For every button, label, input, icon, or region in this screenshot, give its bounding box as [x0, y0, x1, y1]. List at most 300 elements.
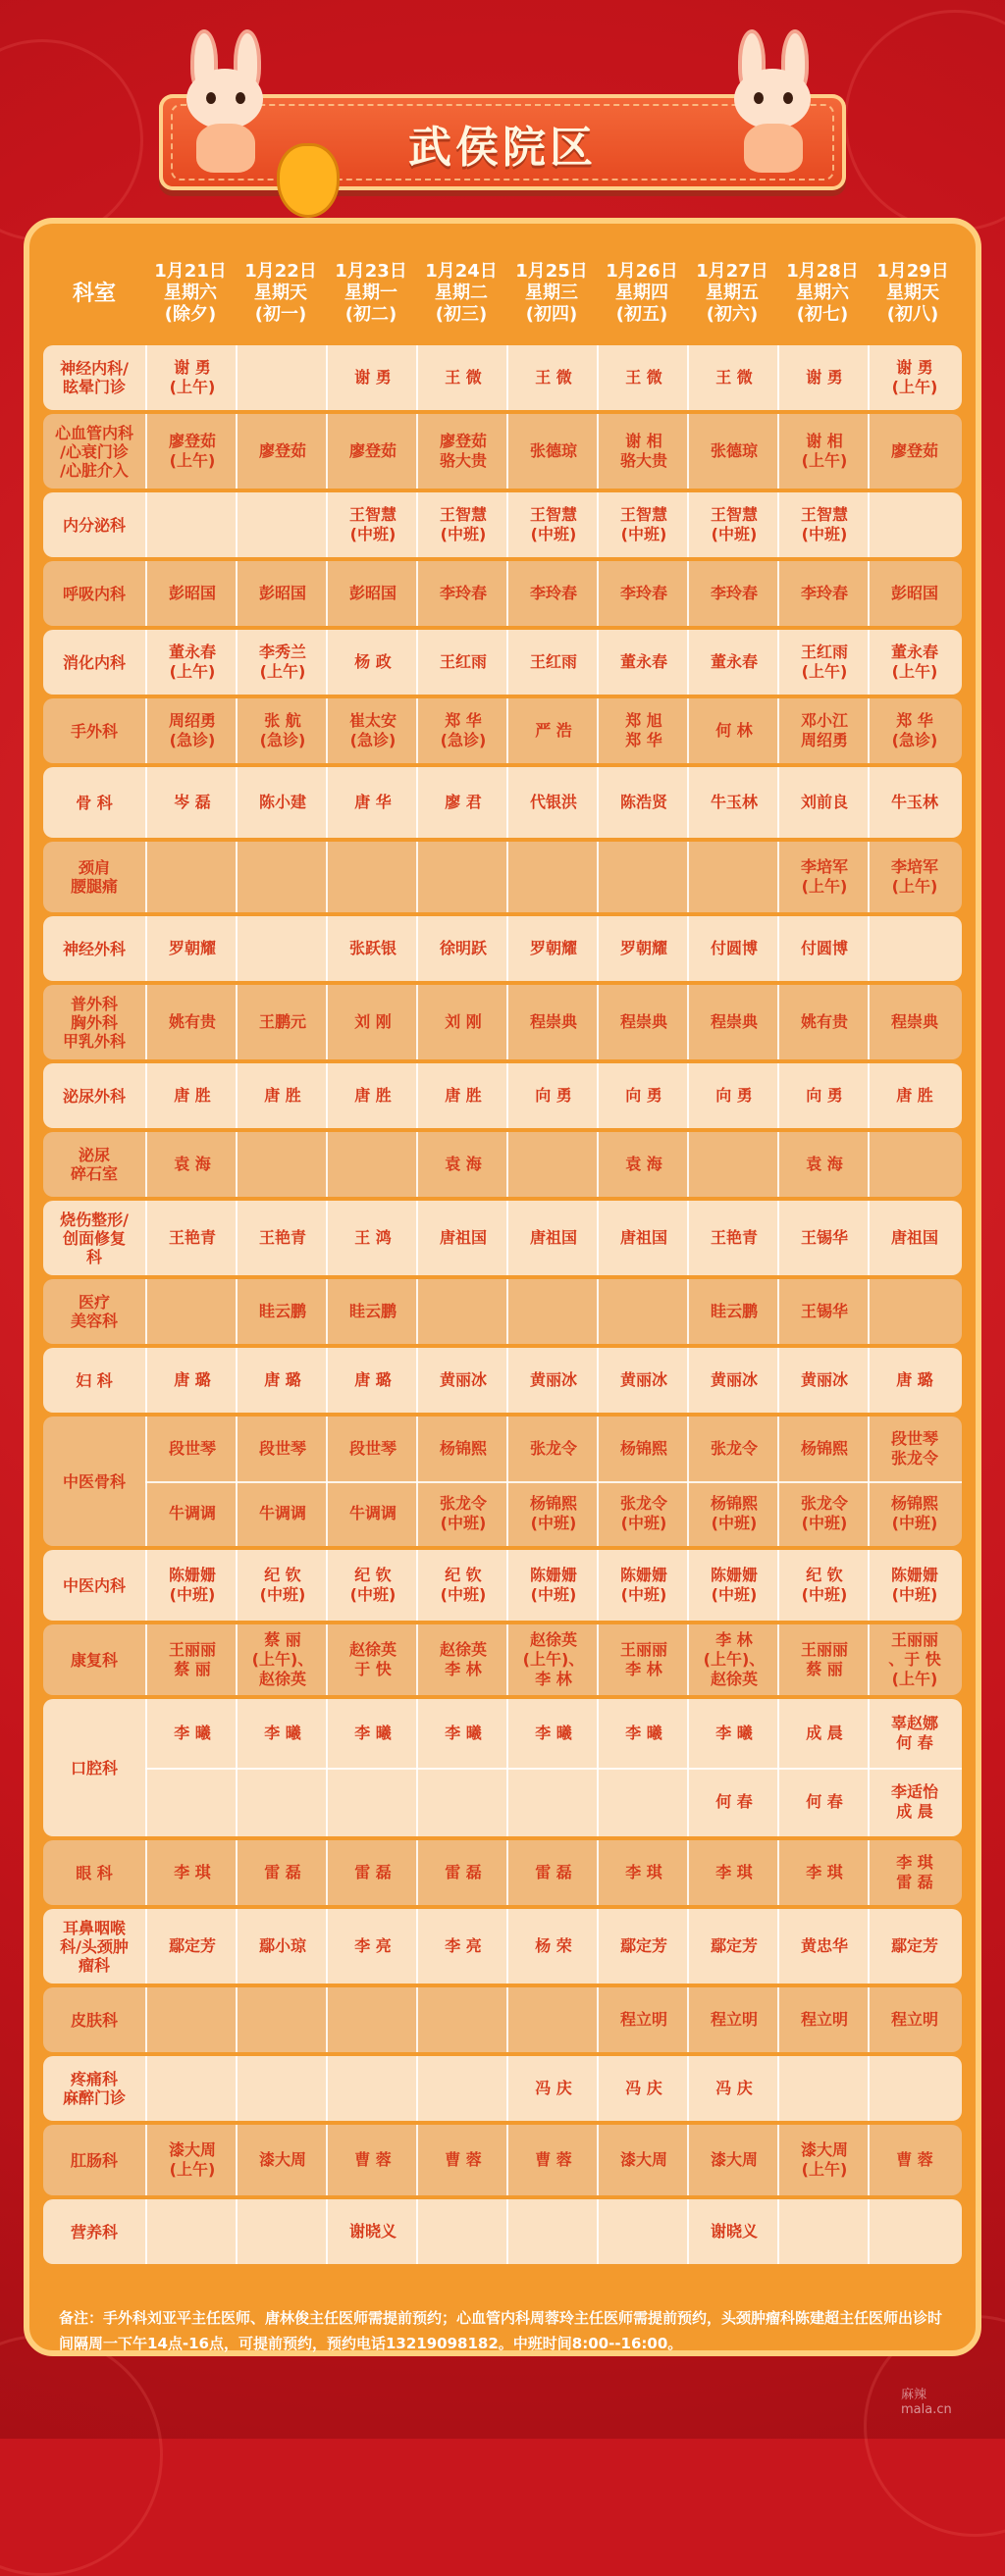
schedule-cell — [145, 2056, 238, 2121]
header-day-note: (除夕) — [164, 304, 217, 325]
header-day-note: (初八) — [886, 304, 939, 325]
schedule-cell: 李 曦 — [416, 1699, 508, 1768]
header-day-9 — [868, 251, 958, 347]
table-row — [43, 414, 962, 489]
schedule-cell: 李 琪 — [597, 1840, 689, 1905]
schedule-cell: 李玲春 — [687, 561, 779, 626]
schedule-cell: 王丽丽 蔡 丽 — [777, 1624, 870, 1695]
schedule-cell: 刘 刚 — [416, 985, 508, 1059]
table-row — [43, 767, 962, 838]
schedule-cell: 王 鸿 — [326, 1201, 418, 1275]
schedule-cell: 段世琴 — [145, 1417, 238, 1481]
header-day-note: (初四) — [525, 304, 578, 325]
schedule-cell: 袁 海 — [777, 1132, 870, 1197]
schedule-cell: 唐祖国 — [597, 1201, 689, 1275]
schedule-cell: 李秀兰 (上午) — [236, 630, 328, 695]
dept-name: 泌尿外科 — [62, 1086, 126, 1106]
schedule-cell: 岑 磊 — [145, 767, 238, 838]
header-day-weekday: 星期六 — [796, 283, 849, 303]
schedule-cell: 王丽丽 蔡 丽 — [145, 1624, 238, 1695]
header-day-date: 1月29日 — [876, 261, 949, 282]
schedule-cell: 李 琪 雷 磊 — [868, 1840, 960, 1905]
schedule-cell — [868, 916, 960, 981]
dept-name: 神经外科 — [62, 939, 126, 958]
schedule-cell: 王锡华 — [777, 1279, 870, 1344]
schedule-cell: 彭昭国 — [236, 561, 328, 626]
schedule-cell: 廖登茹 — [236, 414, 328, 489]
schedule-cell: 唐祖国 — [868, 1201, 960, 1275]
schedule-cell — [236, 842, 328, 912]
schedule-cell: 鄢定芳 — [868, 1909, 960, 1984]
schedule-cell: 张龙令 — [687, 1417, 779, 1481]
rabbit-illustration-right — [716, 29, 824, 177]
schedule-cell: 段世琴 — [326, 1417, 418, 1481]
background-swirl — [844, 10, 1005, 232]
schedule-cell — [597, 2199, 689, 2264]
schedule-cell: 程崇典 — [506, 985, 599, 1059]
schedule-cell: 李 曦 — [597, 1699, 689, 1768]
schedule-cell: 姚有贵 — [145, 985, 238, 1059]
schedule-cell: 陈姗姗 (中班) — [868, 1550, 960, 1621]
dept-name: 耳鼻咽喉 科/头颈肿 瘤科 — [60, 1918, 129, 1975]
dept-name: 医疗 美容科 — [70, 1293, 118, 1330]
schedule-cell — [597, 1279, 689, 1344]
schedule-cell: 曹 蓉 — [416, 2125, 508, 2195]
schedule-cell: 王智慧 (中班) — [326, 492, 418, 557]
schedule-cell: 雷 磊 — [506, 1840, 599, 1905]
schedule-cell: 李培军 (上午) — [777, 842, 870, 912]
schedule-cell: 程立明 — [868, 1987, 960, 2052]
schedule-cell: 董永春 (上午) — [145, 630, 238, 695]
schedule-cell — [416, 842, 508, 912]
schedule-cell: 冯 庆 — [687, 2056, 779, 2121]
schedule-cell — [236, 345, 328, 410]
schedule-cell: 李 曦 — [687, 1699, 779, 1768]
schedule-cell: 谢晓义 — [326, 2199, 418, 2264]
schedule-cell: 袁 海 — [145, 1132, 238, 1197]
schedule-cell: 袁 海 — [416, 1132, 508, 1197]
schedule-cell: 唐 璐 — [326, 1348, 418, 1413]
schedule-cell: 曹 蓉 — [326, 2125, 418, 2195]
table-row — [43, 1624, 962, 1695]
schedule-cell — [326, 842, 418, 912]
schedule-cell: 曹 蓉 — [506, 2125, 599, 2195]
table-row — [43, 1132, 962, 1197]
table-row — [43, 2125, 962, 2195]
schedule-cell: 王 微 — [687, 345, 779, 410]
header-day-note: (初二) — [344, 304, 397, 325]
schedule-cell: 王智慧 (中班) — [687, 492, 779, 557]
background-swirl — [0, 2335, 163, 2576]
schedule-cell: 杨锦熙 (中班) — [868, 1481, 960, 1546]
schedule-cell: 王丽丽 、于 快 (上午) — [868, 1624, 960, 1695]
schedule-cell — [506, 1279, 599, 1344]
schedule-cell: 陈姗姗 (中班) — [597, 1550, 689, 1621]
dept-name: 骨 科 — [76, 793, 113, 812]
header-day-date: 1月26日 — [606, 261, 678, 282]
schedule-cell: 王智慧 (中班) — [777, 492, 870, 557]
schedule-cell: 鄢定芳 — [597, 1909, 689, 1984]
schedule-cell: 李玲春 — [416, 561, 508, 626]
schedule-cell: 张龙令 (中班) — [777, 1481, 870, 1546]
schedule-cell — [868, 1279, 960, 1344]
schedule-cell: 蔡 丽 (上午)、 赵徐英 — [236, 1624, 328, 1695]
schedule-cell: 王艳青 — [687, 1201, 779, 1275]
dept-name: 疼痛科 麻醉门诊 — [62, 2070, 126, 2107]
schedule-cell: 袁 海 — [597, 1132, 689, 1197]
dept-name: 颈肩 腰腿痛 — [70, 858, 118, 896]
table-row — [43, 916, 962, 981]
schedule-cell: 唐 璐 — [868, 1348, 960, 1413]
schedule-cell: 鄢小琼 — [236, 1909, 328, 1984]
schedule-cell: 张 航 (急诊) — [236, 698, 328, 763]
table-row — [43, 1987, 962, 2052]
schedule-cell: 黄丽冰 — [416, 1348, 508, 1413]
schedule-cell: 刘 刚 — [326, 985, 418, 1059]
footnote: 备注：手外科刘亚平主任医师、唐林俊主任医师需提前预约；心血管内科周蓉玲主任医师需提前预约，头颈肿瘤科陈建超主任医师出诊时间隔周一下午14点-16点，可提前预约，预约电话13219098182。中班时间8:00--16:00。 — [59, 2309, 943, 2352]
schedule-cell: 刘前良 — [777, 767, 870, 838]
schedule-cell: 唐 胜 — [236, 1063, 328, 1128]
schedule-cell — [145, 842, 238, 912]
schedule-cell: 张德琼 — [687, 414, 779, 489]
table-row — [43, 1417, 962, 1546]
schedule-cell: 姚有贵 — [777, 985, 870, 1059]
schedule-cell: 王红雨 (上午) — [777, 630, 870, 695]
schedule-cell: 王 微 — [597, 345, 689, 410]
schedule-cell: 辜赵娜 何 春 — [868, 1699, 960, 1768]
schedule-cell: 唐 胜 — [326, 1063, 418, 1128]
header-day-note: (初六) — [706, 304, 759, 325]
schedule-cell — [597, 1768, 689, 1836]
schedule-cell — [506, 842, 599, 912]
header-day-2 — [236, 251, 326, 347]
header-day-note: (初三) — [435, 304, 488, 325]
schedule-cell: 漆大周 — [687, 2125, 779, 2195]
schedule-cell: 牛玉林 — [868, 767, 960, 838]
schedule-cell: 杨 政 — [326, 630, 418, 695]
schedule-cell: 廖登茹 骆大贵 — [416, 414, 508, 489]
schedule-cell: 向 勇 — [687, 1063, 779, 1128]
schedule-cell: 鄢定芳 — [145, 1909, 238, 1984]
schedule-cell: 李 琪 — [687, 1840, 779, 1905]
schedule-cell: 冯 庆 — [506, 2056, 599, 2121]
schedule-cell: 漆大周 — [597, 2125, 689, 2195]
header-day-date: 1月23日 — [335, 261, 407, 282]
schedule-cell: 王鹏元 — [236, 985, 328, 1059]
schedule-cell: 王艳青 — [236, 1201, 328, 1275]
header-day-weekday: 星期四 — [615, 283, 668, 303]
schedule-cell — [236, 916, 328, 981]
schedule-cell: 张跃银 — [326, 916, 418, 981]
schedule-cell: 谢晓义 — [687, 2199, 779, 2264]
schedule-cell: 王丽丽 李 林 — [597, 1624, 689, 1695]
schedule-cell: 李 琪 — [777, 1840, 870, 1905]
schedule-cell — [777, 2199, 870, 2264]
schedule-cell — [236, 1987, 328, 2052]
header-day-6 — [597, 251, 687, 347]
schedule-cell: 程立明 — [687, 1987, 779, 2052]
schedule-cell — [777, 2056, 870, 2121]
schedule-cell — [416, 1987, 508, 2052]
schedule-cell: 何 林 — [687, 698, 779, 763]
schedule-cell: 鄢定芳 — [687, 1909, 779, 1984]
page-title: 武侯院区 — [408, 123, 597, 173]
header-day-3 — [326, 251, 416, 347]
schedule-cell: 罗朝耀 — [145, 916, 238, 981]
schedule-cell — [236, 2056, 328, 2121]
dept-name: 消化内科 — [62, 652, 126, 672]
schedule-cell: 程崇典 — [597, 985, 689, 1059]
dept-name: 中医内科 — [62, 1575, 126, 1595]
schedule-cell: 张龙令 (中班) — [416, 1481, 508, 1546]
schedule-cell: 李 曦 — [326, 1699, 418, 1768]
table-row — [43, 1063, 962, 1128]
schedule-cell: 严 浩 — [506, 698, 599, 763]
dept-name: 中医骨科 — [62, 1471, 126, 1491]
schedule-cell: 何 春 — [777, 1768, 870, 1836]
schedule-cell: 杨锦熙 — [416, 1417, 508, 1481]
schedule-cell: 谢 勇 — [326, 345, 418, 410]
schedule-cell: 董永春 (上午) — [868, 630, 960, 695]
schedule-cell — [597, 842, 689, 912]
schedule-cell: 张德琼 — [506, 414, 599, 489]
schedule-cell: 雷 磊 — [236, 1840, 328, 1905]
schedule-cell: 谢 勇 (上午) — [868, 345, 960, 410]
schedule-cell: 漆大周 — [236, 2125, 328, 2195]
schedule-cell: 廖 君 — [416, 767, 508, 838]
header-day-1 — [145, 251, 236, 347]
schedule-cell — [326, 2056, 418, 2121]
schedule-cell: 杨锦熙 (中班) — [687, 1481, 779, 1546]
schedule-cell: 雷 磊 — [326, 1840, 418, 1905]
schedule-cell: 李 曦 — [236, 1699, 328, 1768]
dept-name: 内分泌科 — [62, 515, 126, 535]
schedule-cell — [506, 1987, 599, 2052]
schedule-cell — [416, 2056, 508, 2121]
table-row — [43, 1840, 962, 1905]
schedule-cell: 雷 磊 — [416, 1840, 508, 1905]
schedule-cell: 向 勇 — [777, 1063, 870, 1128]
row-divider — [145, 1768, 962, 1770]
schedule-cell — [145, 1279, 238, 1344]
header-day-note: (初五) — [615, 304, 668, 325]
schedule-cell: 郑 华 (急诊) — [416, 698, 508, 763]
schedule-cell: 徐明跃 — [416, 916, 508, 981]
schedule-cell: 李 亮 — [416, 1909, 508, 1984]
schedule-cell: 向 勇 — [506, 1063, 599, 1128]
header-day-weekday: 星期三 — [525, 283, 578, 303]
header-day-4 — [416, 251, 506, 347]
schedule-cell: 牛调调 — [326, 1481, 418, 1546]
schedule-cell: 纪 钦 (中班) — [326, 1550, 418, 1621]
schedule-cell: 陈姗姗 (中班) — [506, 1550, 599, 1621]
schedule-cell: 黄丽冰 — [777, 1348, 870, 1413]
table-row — [43, 985, 962, 1059]
schedule-cell — [326, 1768, 418, 1836]
schedule-cell: 彭昭国 — [326, 561, 418, 626]
dept-name: 手外科 — [70, 721, 118, 741]
schedule-cell: 李玲春 — [506, 561, 599, 626]
dept-name: 泌尿 碎石室 — [70, 1146, 118, 1183]
schedule-cell: 谢 勇 (上午) — [145, 345, 238, 410]
dept-name: 烧伤整形/ 创面修复 科 — [60, 1210, 129, 1266]
schedule-cell — [145, 1768, 238, 1836]
schedule-cell: 唐祖国 — [416, 1201, 508, 1275]
header-day-7 — [687, 251, 777, 347]
schedule-cell: 陈姗姗 (中班) — [687, 1550, 779, 1621]
schedule-cell: 董永春 — [597, 630, 689, 695]
schedule-cell: 眭云鹏 — [326, 1279, 418, 1344]
schedule-cell: 张龙令 — [506, 1417, 599, 1481]
table-row — [43, 1201, 962, 1275]
table-row — [43, 698, 962, 763]
schedule-cell: 李玲春 — [777, 561, 870, 626]
schedule-cell: 王红雨 — [416, 630, 508, 695]
schedule-cell: 郑 旭 郑 华 — [597, 698, 689, 763]
schedule-cell: 陈姗姗 (中班) — [145, 1550, 238, 1621]
schedule-cell: 廖登茹 — [326, 414, 418, 489]
header-day-date: 1月27日 — [696, 261, 768, 282]
schedule-cell: 赵徐英 于 快 — [326, 1624, 418, 1695]
dept-name: 妇 科 — [76, 1370, 113, 1390]
schedule-cell: 代银洪 — [506, 767, 599, 838]
schedule-cell: 崔太安 (急诊) — [326, 698, 418, 763]
header-day-weekday: 星期天 — [254, 283, 307, 303]
schedule-cell — [145, 2199, 238, 2264]
schedule-cell: 罗朝耀 — [597, 916, 689, 981]
schedule-cell: 纪 钦 (中班) — [416, 1550, 508, 1621]
schedule-cell — [236, 1132, 328, 1197]
row-divider — [145, 1481, 962, 1483]
table-row — [43, 345, 962, 410]
schedule-cell — [236, 2199, 328, 2264]
schedule-cell: 唐祖国 — [506, 1201, 599, 1275]
dept-name: 眼 科 — [76, 1863, 113, 1882]
schedule-cell: 谢 勇 — [777, 345, 870, 410]
header-day-weekday: 星期二 — [435, 283, 488, 303]
schedule-cell: 冯 庆 — [597, 2056, 689, 2121]
schedule-cell: 牛调调 — [236, 1481, 328, 1546]
schedule-cell — [326, 1132, 418, 1197]
table-row — [43, 842, 962, 912]
schedule-cell: 李适怡 成 晨 — [868, 1768, 960, 1836]
schedule-cell: 唐 胜 — [416, 1063, 508, 1128]
schedule-cell: 付圆博 — [687, 916, 779, 981]
table-row — [43, 1550, 962, 1621]
schedule-cell — [326, 1987, 418, 2052]
schedule-cell: 李 曦 — [145, 1699, 238, 1768]
schedule-cell: 李培军 (上午) — [868, 842, 960, 912]
schedule-cell: 王锡华 — [777, 1201, 870, 1275]
schedule-cell — [506, 2199, 599, 2264]
schedule-cell — [506, 1768, 599, 1836]
schedule-cell: 李玲春 — [597, 561, 689, 626]
header-day-note: (初七) — [796, 304, 849, 325]
schedule-cell — [687, 1132, 779, 1197]
dept-name: 神经内科/ 眩晕门诊 — [60, 359, 129, 396]
schedule-cell — [416, 2199, 508, 2264]
dept-name: 口腔科 — [70, 1758, 118, 1777]
schedule-cell: 纪 钦 (中班) — [777, 1550, 870, 1621]
schedule-cell: 王艳青 — [145, 1201, 238, 1275]
schedule-cell: 罗朝耀 — [506, 916, 599, 981]
schedule-cell: 张龙令 (中班) — [597, 1481, 689, 1546]
table-row — [43, 2056, 962, 2121]
schedule-cell: 彭昭国 — [868, 561, 960, 626]
schedule-cell: 眭云鹏 — [236, 1279, 328, 1344]
schedule-cell: 廖登茹 (上午) — [145, 414, 238, 489]
dept-name: 康复科 — [70, 1650, 118, 1670]
schedule-cell: 何 春 — [687, 1768, 779, 1836]
schedule-cell: 谢 相 (上午) — [777, 414, 870, 489]
header-day-8 — [777, 251, 868, 347]
table-row — [43, 2199, 962, 2264]
background-swirl — [0, 39, 143, 241]
schedule-cell: 杨 荣 — [506, 1909, 599, 1984]
schedule-cell: 牛玉林 — [687, 767, 779, 838]
schedule-cell: 漆大周 (上午) — [145, 2125, 238, 2195]
schedule-cell: 唐 华 — [326, 767, 418, 838]
header-day-weekday: 星期五 — [706, 283, 759, 303]
header-day-5 — [506, 251, 597, 347]
schedule-cell: 成 晨 — [777, 1699, 870, 1768]
schedule-cell: 王智慧 (中班) — [506, 492, 599, 557]
schedule-cell: 陈浩贤 — [597, 767, 689, 838]
schedule-cell — [868, 492, 960, 557]
schedule-cell: 段世琴 张龙令 — [868, 1417, 960, 1481]
schedule-cell: 王智慧 (中班) — [416, 492, 508, 557]
schedule-cell — [416, 1768, 508, 1836]
table-row — [43, 561, 962, 626]
schedule-cell: 唐 璐 — [236, 1348, 328, 1413]
schedule-cell: 彭昭国 — [145, 561, 238, 626]
dept-name: 肛肠科 — [70, 2150, 118, 2170]
schedule-cell: 程崇典 — [687, 985, 779, 1059]
schedule-cell: 曹 蓉 — [868, 2125, 960, 2195]
header-day-weekday: 星期天 — [886, 283, 939, 303]
schedule-cell: 廖登茹 — [868, 414, 960, 489]
schedule-cell: 唐 胜 — [868, 1063, 960, 1128]
schedule-cell: 程立明 — [597, 1987, 689, 2052]
schedule-cell: 李 亮 — [326, 1909, 418, 1984]
table-row — [43, 492, 962, 557]
schedule-cell: 黄忠华 — [777, 1909, 870, 1984]
table-row — [43, 1699, 962, 1836]
schedule-cell: 陈小建 — [236, 767, 328, 838]
header-day-date: 1月21日 — [154, 261, 227, 282]
schedule-cell — [687, 842, 779, 912]
schedule-cell: 唐 璐 — [145, 1348, 238, 1413]
schedule-cell: 牛调调 — [145, 1481, 238, 1546]
schedule-cell: 程立明 — [777, 1987, 870, 2052]
schedule-cell: 李 林 (上午)、 赵徐英 — [687, 1624, 779, 1695]
schedule-cell: 邓小江 周绍勇 — [777, 698, 870, 763]
schedule-cell: 纪 钦 (中班) — [236, 1550, 328, 1621]
schedule-cell: 杨锦熙 — [777, 1417, 870, 1481]
schedule-cell: 段世琴 — [236, 1417, 328, 1481]
dept-name: 皮肤科 — [70, 2010, 118, 2030]
schedule-cell: 黄丽冰 — [506, 1348, 599, 1413]
schedule-cell: 郑 华 (急诊) — [868, 698, 960, 763]
rabbit-illustration-left — [169, 29, 277, 177]
schedule-cell: 周绍勇 (急诊) — [145, 698, 238, 763]
schedule-cell: 董永春 — [687, 630, 779, 695]
schedule-cell: 黄丽冰 — [597, 1348, 689, 1413]
header-day-note: (初一) — [254, 304, 307, 325]
schedule-cell: 杨锦熙 (中班) — [506, 1481, 599, 1546]
header-dept: 科室 — [72, 282, 116, 306]
header-day-date: 1月28日 — [786, 261, 859, 282]
